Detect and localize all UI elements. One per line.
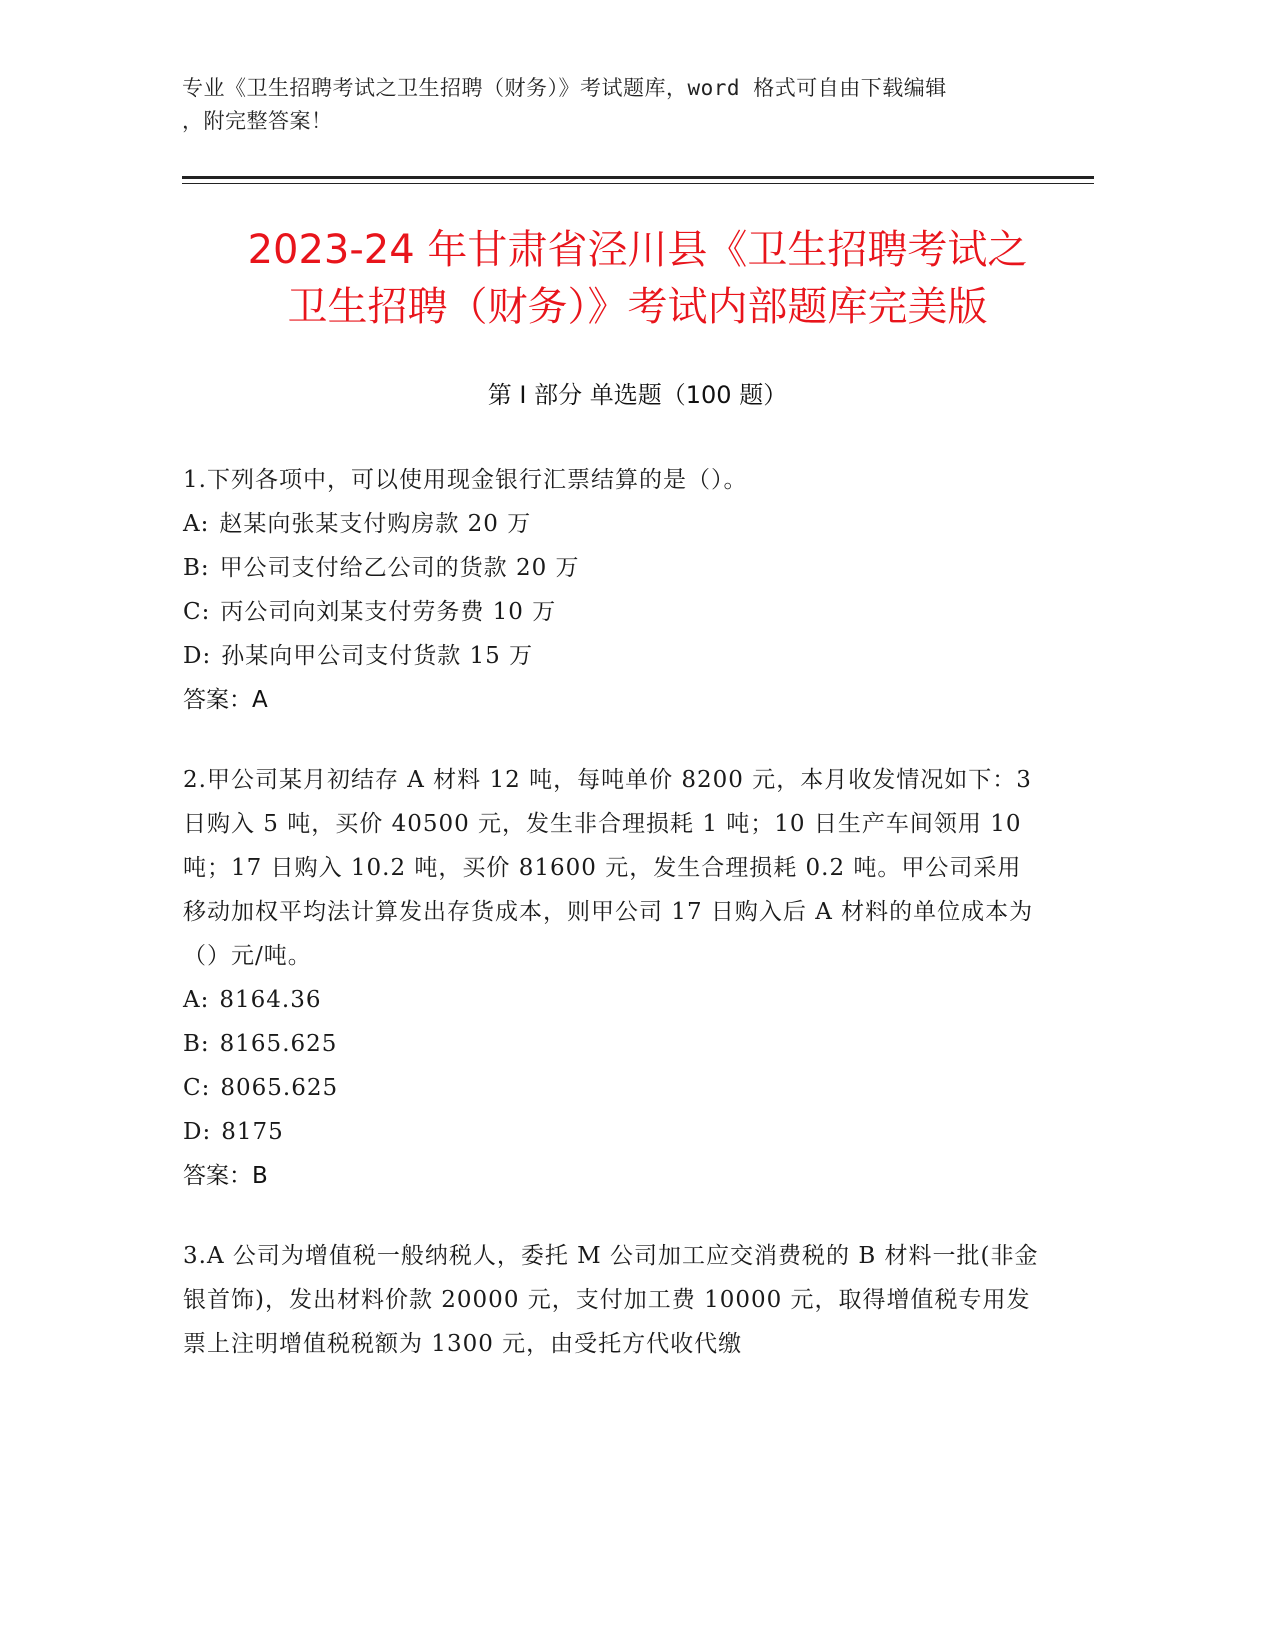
question-stem: 2.甲公司某月初结存 A 材料 12 吨，每吨单价 8200 元，本月收发情况如下：3 日购入 5 吨，买价 40500 元，发生非合理损耗 1 吨；10 日生产车间领用 10 吨；17 日购入 10.2 吨，买价 81600 元，发生合理损耗 0.2 吨。甲公司采用移动加权平均法计算发出存货成本，则甲公司 17 日购入后 A 材料的单位成本为（）元/吨。 — [183, 767, 1034, 969]
question-3 — [183, 1234, 1043, 1366]
option-text: 甲公司支付给乙公司的货款 20 万 — [219, 555, 580, 581]
header-note-line2: ，附完整答案！ — [182, 109, 333, 133]
title-line1: 2023-24 年甘肃省泾川县《卫生招聘考试之 — [247, 227, 1028, 273]
option-a — [183, 502, 1043, 546]
option-d — [183, 634, 1043, 678]
title-line2: 卫生招聘（财务）》考试内部题库完美版 — [287, 284, 988, 330]
question-2 — [183, 758, 1043, 1198]
question-list — [183, 458, 1043, 1402]
option-b — [183, 1022, 1043, 1066]
option-letter: A: — [183, 987, 210, 1013]
option-letter: C: — [183, 1075, 211, 1101]
option-text: 赵某向张某支付购房款 20 万 — [219, 511, 532, 537]
option-c — [183, 590, 1043, 634]
option-text: 8164.36 — [219, 987, 322, 1013]
question-stem: 1.下列各项中，可以使用现金银行汇票结算的是（）。 — [183, 467, 748, 493]
option-letter: C: — [183, 599, 211, 625]
option-text: 孙某向甲公司支付货款 15 万 — [221, 643, 534, 669]
option-letter: D: — [183, 1119, 212, 1145]
option-b — [183, 546, 1043, 590]
option-d — [183, 1110, 1043, 1154]
option-text: 丙公司向刘某支付劳务费 10 万 — [220, 599, 557, 625]
question-1 — [183, 458, 1043, 722]
option-letter: B: — [183, 555, 210, 581]
option-letter: D: — [183, 643, 212, 669]
header-divider-thick — [182, 176, 1094, 179]
option-text: 8175 — [221, 1119, 284, 1145]
header-note-line1: 专业《卫生招聘考试之卫生招聘（财务）》考试题库，word 格式可自由下载编辑 — [182, 76, 947, 100]
document-title — [140, 222, 1135, 336]
header-divider-thin — [182, 183, 1094, 184]
option-a — [183, 978, 1043, 1022]
option-c — [183, 1066, 1043, 1110]
option-text: 8165.625 — [219, 1031, 338, 1057]
option-text: 8065.625 — [220, 1075, 339, 1101]
answer-label: 答案：B — [183, 1163, 268, 1189]
header-note — [182, 72, 1042, 138]
option-letter: B: — [183, 1031, 210, 1057]
option-letter: A: — [183, 511, 210, 537]
section-heading: 第 I 部分 单选题（100 题） — [487, 381, 788, 409]
question-stem: 3.A 公司为增值税一般纳税人，委托 M 公司加工应交消费税的 B 材料一批(非金银首饰)，发出材料价款 20000 元，支付加工费 10000 元，取得增值税专用发票上注明增值税税额为 1300 元，由受托方代收代缴 — [183, 1243, 1039, 1357]
answer-label: 答案：A — [183, 687, 268, 713]
